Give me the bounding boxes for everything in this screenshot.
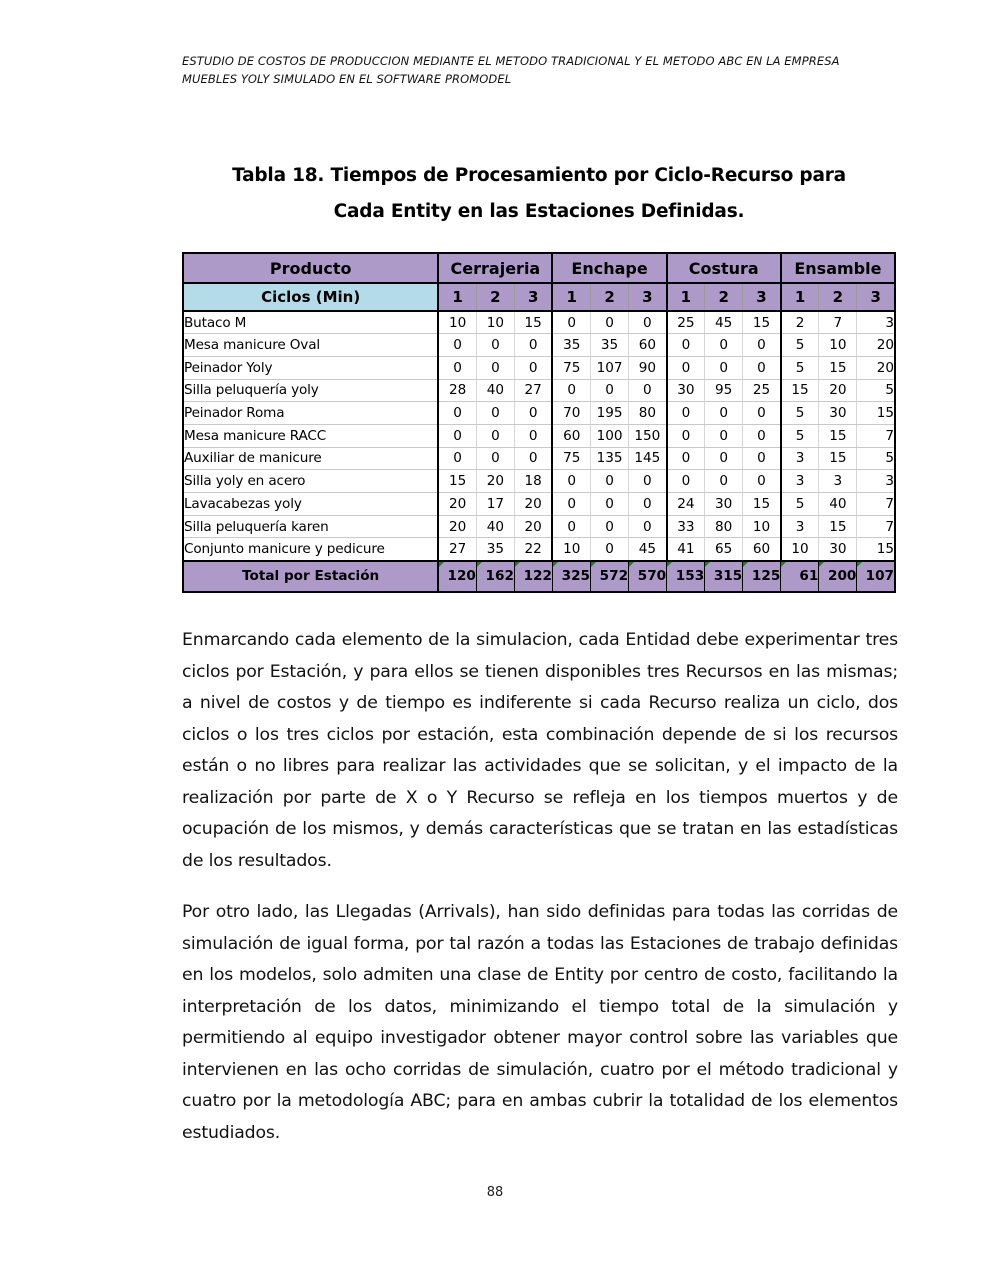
value-cell: 20 (514, 515, 552, 538)
value-cell: 30 (705, 493, 743, 516)
cycle-header-cerrajeria-3: 3 (514, 283, 552, 311)
table-caption-line-2: Cada Entity en las Estaciones Definidas. (333, 201, 745, 222)
value-cell: 15 (819, 515, 857, 538)
table-caption (182, 158, 896, 230)
value-cell: 150 (629, 424, 667, 447)
product-name-cell: Silla peluquería yoly (183, 379, 438, 402)
product-name-cell: Conjunto manicure y pedicure (183, 538, 438, 561)
total-value-cell: 162 (476, 561, 514, 592)
cycle-header-enchape-3: 3 (629, 283, 667, 311)
value-cell: 10 (476, 311, 514, 334)
value-cell: 7 (857, 493, 895, 516)
station-header-cerrajeria: Cerrajeria (438, 253, 552, 283)
total-value-cell: 153 (667, 561, 705, 592)
value-cell: 17 (476, 493, 514, 516)
page-number: 88 (486, 1185, 504, 1200)
value-cell: 5 (857, 379, 895, 402)
value-cell: 45 (629, 538, 667, 561)
paragraph-arrivals: Por otro lado, las Llegadas (Arrivals), han sido definidas para todas las corridas de simulación de igual forma, por tal razón a todas las Estaciones de trabajo definidas en los modelos, solo admiten una clase de Entity por centro de costo, facilitando la interpretación de los datos, minimizando el tiempo total de la simulación y permitiendo al equipo investigador obtener mayor control sobre las variables que intervienen en las ocho corridas de simulación, cuatro por el método tradicional y cuatro por la metodología ABC; para en ambas cubrir la totalidad de los elementos estudiados. (182, 902, 898, 1143)
value-cell: 0 (514, 447, 552, 470)
value-cell: 0 (667, 447, 705, 470)
value-cell: 40 (476, 379, 514, 402)
value-cell: 0 (552, 515, 590, 538)
value-cell: 30 (819, 402, 857, 425)
value-cell: 27 (514, 379, 552, 402)
value-cell: 65 (705, 538, 743, 561)
value-cell: 0 (591, 311, 629, 334)
value-cell: 35 (476, 538, 514, 561)
value-cell: 15 (743, 311, 781, 334)
value-cell: 0 (591, 515, 629, 538)
table-row (183, 470, 895, 493)
value-cell: 20 (819, 379, 857, 402)
value-cell: 10 (819, 334, 857, 357)
value-cell: 15 (857, 538, 895, 561)
cycle-header-ensamble-3: 3 (857, 283, 895, 311)
value-cell: 40 (476, 515, 514, 538)
processing-times-table-container (182, 252, 896, 593)
value-cell: 10 (743, 515, 781, 538)
value-cell: 60 (552, 424, 590, 447)
value-cell: 30 (667, 379, 705, 402)
value-cell: 0 (667, 356, 705, 379)
value-cell: 0 (476, 402, 514, 425)
total-row-label: Total por Estación (183, 561, 438, 592)
table-row (183, 493, 895, 516)
value-cell: 0 (476, 424, 514, 447)
total-row (183, 561, 895, 592)
product-name-cell: Silla yoly en acero (183, 470, 438, 493)
cycle-header-cerrajeria-2: 2 (476, 283, 514, 311)
value-cell: 10 (781, 538, 819, 561)
cycle-header-costura-3: 3 (743, 283, 781, 311)
value-cell: 15 (743, 493, 781, 516)
value-cell: 30 (819, 538, 857, 561)
value-cell: 145 (629, 447, 667, 470)
cycle-header-ensamble-2: 2 (819, 283, 857, 311)
value-cell: 0 (476, 334, 514, 357)
value-cell: 80 (629, 402, 667, 425)
value-cell: 15 (819, 447, 857, 470)
value-cell: 0 (438, 334, 476, 357)
table-footer (183, 561, 895, 592)
table-row (183, 515, 895, 538)
product-name-cell: Butaco M (183, 311, 438, 334)
station-header-ensamble: Ensamble (781, 253, 895, 283)
value-cell: 70 (552, 402, 590, 425)
running-header: ESTUDIO DE COSTOS DE PRODUCCION MEDIANTE EL METODO TRADICIONAL Y EL METODO ABC EN LA EMPRESA MUEBLES YOLY SIMULADO EN EL SOFTWARE PROMODEL (182, 54, 840, 86)
value-cell: 40 (819, 493, 857, 516)
value-cell: 0 (591, 538, 629, 561)
value-cell: 15 (514, 311, 552, 334)
value-cell: 28 (438, 379, 476, 402)
value-cell: 35 (591, 334, 629, 357)
table-caption-line-1: Tabla 18. Tiempos de Procesamiento por Ciclo-Recurso para (232, 165, 846, 186)
value-cell: 3 (781, 447, 819, 470)
value-cell: 15 (857, 402, 895, 425)
total-value-cell: 122 (514, 561, 552, 592)
table-row (183, 379, 895, 402)
value-cell: 25 (667, 311, 705, 334)
processing-times-table (182, 252, 896, 593)
value-cell: 75 (552, 447, 590, 470)
cycle-header-cerrajeria-1: 1 (438, 283, 476, 311)
value-cell: 35 (552, 334, 590, 357)
column-header-producto: Producto (183, 253, 438, 283)
value-cell: 0 (667, 402, 705, 425)
total-value-cell: 61 (781, 561, 819, 592)
column-header-ciclos-min: Ciclos (Min) (183, 283, 438, 311)
value-cell: 60 (629, 334, 667, 357)
value-cell: 41 (667, 538, 705, 561)
value-cell: 0 (476, 447, 514, 470)
table-row (183, 538, 895, 561)
table-row (183, 402, 895, 425)
station-header-row (183, 253, 895, 283)
value-cell: 20 (857, 334, 895, 357)
value-cell: 100 (591, 424, 629, 447)
value-cell: 25 (743, 379, 781, 402)
value-cell: 107 (591, 356, 629, 379)
total-value-cell: 125 (743, 561, 781, 592)
value-cell: 60 (743, 538, 781, 561)
total-value-cell: 107 (857, 561, 895, 592)
total-value-cell: 120 (438, 561, 476, 592)
table-row (183, 311, 895, 334)
value-cell: 0 (552, 379, 590, 402)
value-cell: 0 (591, 493, 629, 516)
value-cell: 0 (705, 356, 743, 379)
value-cell: 15 (438, 470, 476, 493)
value-cell: 7 (857, 515, 895, 538)
product-name-cell: Peinador Roma (183, 402, 438, 425)
value-cell: 0 (629, 470, 667, 493)
value-cell: 15 (819, 356, 857, 379)
value-cell: 27 (438, 538, 476, 561)
product-name-cell: Peinador Yoly (183, 356, 438, 379)
product-name-cell: Mesa manicure RACC (183, 424, 438, 447)
value-cell: 20 (476, 470, 514, 493)
table-head (183, 253, 895, 311)
value-cell: 15 (781, 379, 819, 402)
value-cell: 24 (667, 493, 705, 516)
value-cell: 3 (857, 311, 895, 334)
value-cell: 20 (438, 515, 476, 538)
value-cell: 22 (514, 538, 552, 561)
value-cell: 0 (514, 402, 552, 425)
value-cell: 5 (781, 334, 819, 357)
value-cell: 0 (743, 424, 781, 447)
value-cell: 15 (819, 424, 857, 447)
value-cell: 5 (781, 493, 819, 516)
value-cell: 0 (514, 334, 552, 357)
value-cell: 3 (819, 470, 857, 493)
value-cell: 0 (667, 334, 705, 357)
value-cell: 3 (781, 470, 819, 493)
value-cell: 0 (438, 447, 476, 470)
value-cell: 0 (552, 493, 590, 516)
value-cell: 20 (514, 493, 552, 516)
cycle-header-ensamble-1: 1 (781, 283, 819, 311)
value-cell: 5 (857, 447, 895, 470)
paragraph-simulation-cycles: Enmarcando cada elemento de la simulacion, cada Entidad debe experimentar tres ciclos por Estación, y para ellos se tienen disponibles tres Recursos en las mismas; a nivel de costos y de tiempo es indiferente si cada Recurso realiza un ciclo, dos ciclos o los tres ciclos por estación, esta combinación depende de si los recursos están o no libres para realizar las actividades que se solicitan, y el impacto de la realización por parte de X o Y Recurso se refleja en los tiempos muertos y de ocupación de los mismos, y demás características que se tratan en las estadísticas de los resultados. (182, 630, 898, 871)
value-cell: 0 (705, 402, 743, 425)
value-cell: 135 (591, 447, 629, 470)
value-cell: 0 (591, 470, 629, 493)
value-cell: 5 (781, 402, 819, 425)
value-cell: 0 (514, 356, 552, 379)
total-value-cell: 200 (819, 561, 857, 592)
value-cell: 0 (629, 493, 667, 516)
table-body (183, 311, 895, 561)
value-cell: 0 (705, 424, 743, 447)
value-cell: 0 (743, 356, 781, 379)
value-cell: 0 (514, 424, 552, 447)
table-row (183, 356, 895, 379)
product-name-cell: Lavacabezas yoly (183, 493, 438, 516)
value-cell: 5 (781, 424, 819, 447)
value-cell: 7 (819, 311, 857, 334)
product-name-cell: Silla peluquería karen (183, 515, 438, 538)
value-cell: 0 (705, 334, 743, 357)
value-cell: 0 (591, 379, 629, 402)
value-cell: 0 (438, 424, 476, 447)
value-cell: 0 (629, 515, 667, 538)
table-row (183, 447, 895, 470)
cycle-header-costura-1: 1 (667, 283, 705, 311)
value-cell: 0 (743, 402, 781, 425)
cycle-header-costura-2: 2 (705, 283, 743, 311)
cycle-header-row (183, 283, 895, 311)
value-cell: 10 (552, 538, 590, 561)
value-cell: 3 (857, 470, 895, 493)
product-name-cell: Mesa manicure Oval (183, 334, 438, 357)
value-cell: 75 (552, 356, 590, 379)
value-cell: 0 (552, 311, 590, 334)
value-cell: 0 (476, 356, 514, 379)
value-cell: 20 (438, 493, 476, 516)
value-cell: 33 (667, 515, 705, 538)
total-value-cell: 572 (591, 561, 629, 592)
value-cell: 7 (857, 424, 895, 447)
value-cell: 0 (705, 447, 743, 470)
value-cell: 0 (705, 470, 743, 493)
value-cell: 0 (743, 447, 781, 470)
value-cell: 0 (743, 470, 781, 493)
station-header-enchape: Enchape (552, 253, 666, 283)
total-value-cell: 315 (705, 561, 743, 592)
total-value-cell: 325 (552, 561, 590, 592)
station-header-costura: Costura (667, 253, 781, 283)
value-cell: 80 (705, 515, 743, 538)
total-value-cell: 570 (629, 561, 667, 592)
table-row (183, 424, 895, 447)
value-cell: 95 (705, 379, 743, 402)
value-cell: 195 (591, 402, 629, 425)
value-cell: 10 (438, 311, 476, 334)
value-cell: 0 (629, 311, 667, 334)
value-cell: 0 (438, 402, 476, 425)
value-cell: 0 (667, 470, 705, 493)
cycle-header-enchape-2: 2 (591, 283, 629, 311)
value-cell: 0 (438, 356, 476, 379)
value-cell: 20 (857, 356, 895, 379)
value-cell: 45 (705, 311, 743, 334)
value-cell: 0 (743, 334, 781, 357)
value-cell: 0 (629, 379, 667, 402)
value-cell: 2 (781, 311, 819, 334)
cycle-header-enchape-1: 1 (552, 283, 590, 311)
table-row (183, 334, 895, 357)
value-cell: 0 (667, 424, 705, 447)
value-cell: 18 (514, 470, 552, 493)
product-name-cell: Auxiliar de manicure (183, 447, 438, 470)
value-cell: 5 (781, 356, 819, 379)
value-cell: 3 (781, 515, 819, 538)
value-cell: 90 (629, 356, 667, 379)
value-cell: 0 (552, 470, 590, 493)
